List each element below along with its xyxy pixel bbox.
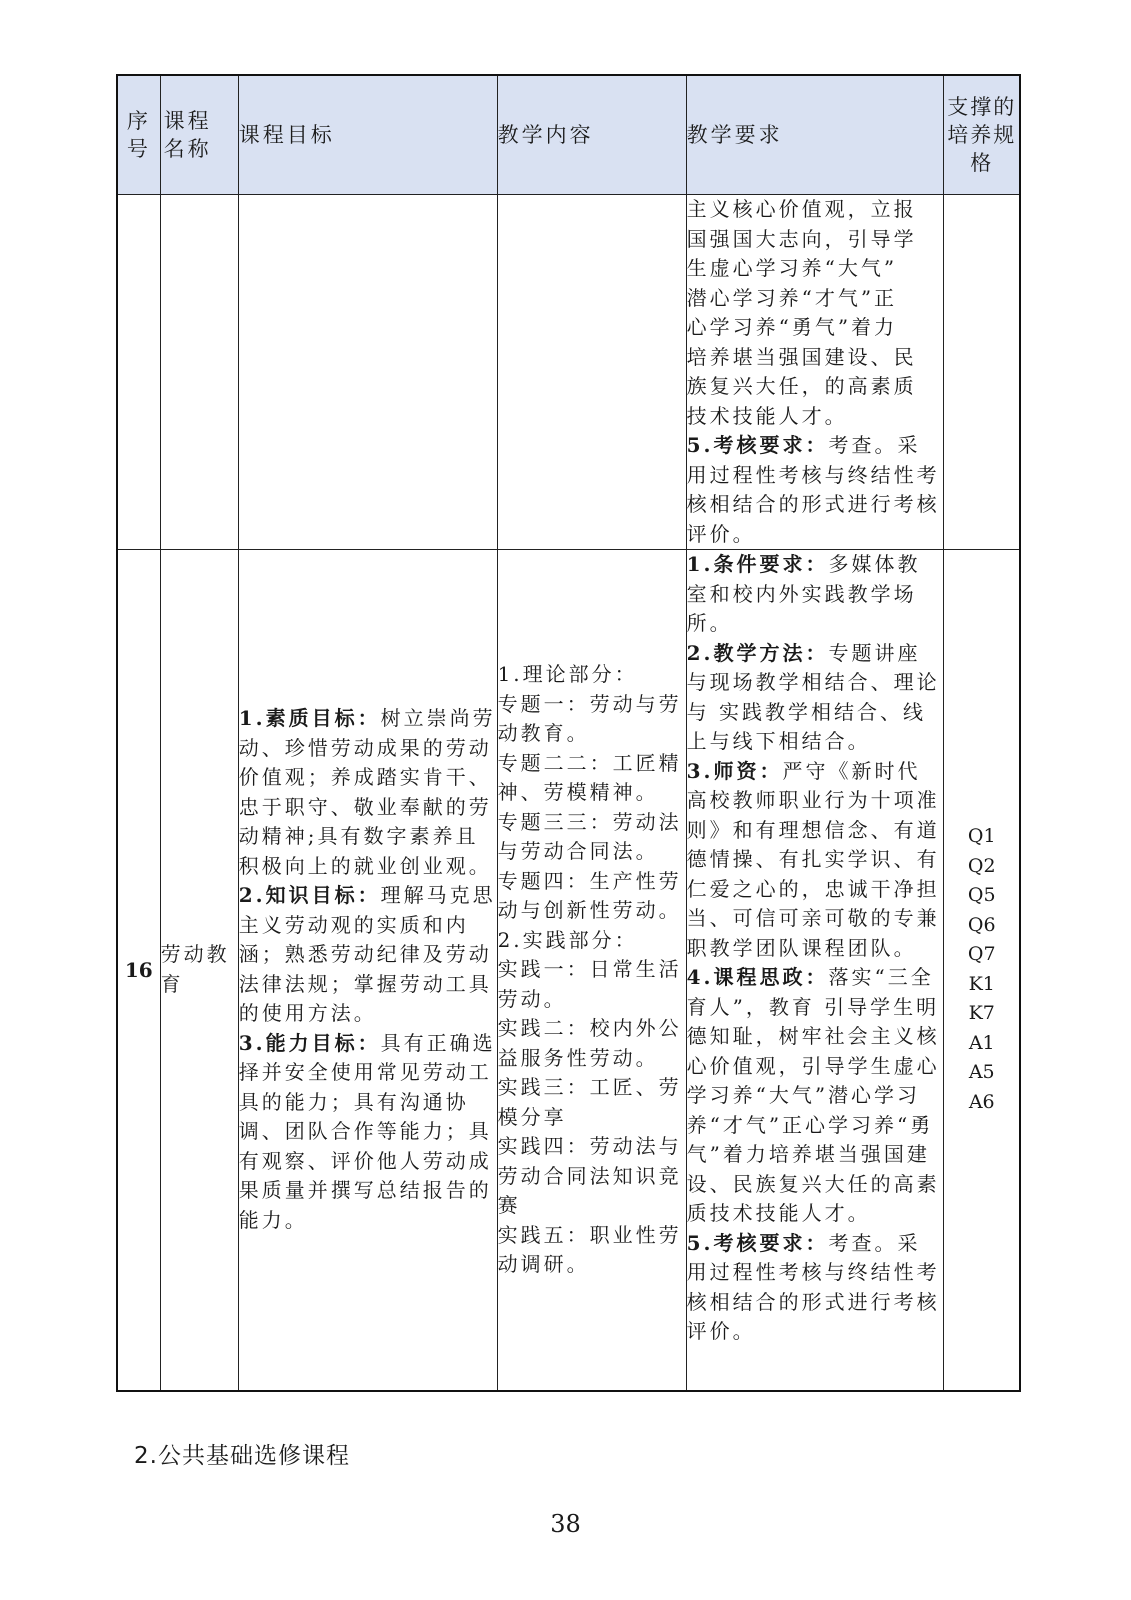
cell-empty — [944, 195, 1020, 550]
spec-code: Q5 — [967, 884, 996, 907]
teaching-requirements — [686, 550, 944, 1391]
header-teaching-content: 教学内容 — [497, 75, 686, 195]
goal-knowledge: 2.知识目标：理解马克思主义劳动观的实质和内涵；熟悉劳动纪律及劳动法律法规；掌握劳动工具的使用方法。 — [238, 883, 496, 1026]
header-course-goal: 课程目标 — [238, 75, 497, 195]
table-row-continued — [117, 195, 1020, 550]
spec-code: K7 — [968, 1002, 995, 1025]
course-goals — [238, 550, 497, 1391]
cell-empty — [117, 195, 160, 550]
content-item: 实践一：日常生活劳动。 — [497, 957, 682, 1011]
content-item: 专题一：劳动与劳动教育。 — [497, 691, 682, 745]
header-supported-spec: 支撑的培养规格 — [944, 75, 1020, 195]
cell-requirement-continued — [686, 195, 944, 550]
spec-code: A1 — [968, 1031, 995, 1054]
req-teachers: 3.师资：严守《新时代高校教师职业行为十项准则》和有理想信念、有道德情操、有扎实学识、有仁爱之心的，忠诚干净担当、可信可亲可敬的专兼职教学团队课程团队。 — [686, 758, 940, 960]
req-methods: 2.教学方法：专题讲座与现场教学相结合、理论与 实践教学相结合、线上与线下相结合。 — [686, 640, 940, 753]
assessment-requirement: 5.考核要求：考查。采用过程性考核与终结性考核相结合的形式进行考核评价。 — [686, 433, 940, 546]
req-assessment: 5.考核要求：考查。采用过程性考核与终结性考核相结合的形式进行考核评价。 — [686, 1230, 940, 1343]
req-conditions: 1.条件要求：多媒体教室和校内外实践教学场所。 — [686, 552, 921, 635]
supported-specs — [944, 550, 1020, 1391]
content-item: 实践二：校内外公益服务性劳动。 — [497, 1016, 682, 1070]
spec-code: K1 — [968, 972, 995, 995]
cell-empty — [497, 195, 686, 550]
content-item: 实践五：职业性劳动调研。 — [497, 1222, 682, 1276]
section-heading: 2.公共基础选修课程 — [134, 1443, 350, 1469]
content-item: 2.实践部分： — [497, 927, 638, 952]
course-name: 劳动教育 — [160, 550, 238, 1391]
content-item: 1.理论部分： — [497, 662, 638, 686]
spec-code: Q1 — [967, 825, 996, 848]
cell-empty — [238, 195, 497, 550]
content-item: 实践四：劳动法与劳动合同法知识竞赛 — [497, 1134, 682, 1217]
teaching-content — [497, 550, 686, 1391]
spec-code: Q2 — [967, 854, 996, 877]
req-ideology: 4.课程思政：落实“三全育人”，教育 引导学生明德知耻，树牢社会主义核心价值观，引导学生虚心学习养“大气”潜心学习养“才气”正心学习养“勇气”着力培养堪当强国建设、民族复兴大任的高素质技术技能人才。 — [686, 965, 940, 1225]
row-number: 16 — [117, 550, 160, 1391]
spec-code: Q6 — [967, 913, 996, 936]
header-no: 序号 — [117, 75, 160, 195]
content-item: 专题二二：工匠精神、劳模精神。 — [497, 750, 682, 804]
cell-empty — [160, 195, 238, 550]
table-row-16 — [117, 550, 1020, 1391]
spec-code: A6 — [968, 1090, 995, 1113]
header-course-name: 课程名称 — [160, 75, 238, 195]
spec-code: Q7 — [967, 943, 996, 966]
content-item: 专题三三：劳动法与劳动合同法。 — [497, 809, 682, 863]
requirement-lines: 主义核心价值观，立报 国强国大志向，引导学 生虚心学习养“大气” 潜心学习养“才气”正 心学习养“勇气”着力 培养堪当强国建设、民 族复兴大任，的高素质 技术技能人才。 — [686, 197, 917, 428]
goal-quality: 1.素质目标：树立崇尚劳动、珍惜劳动成果的劳动价值观；养成踏实肯干、忠于职守、敬业奉献的劳动精神;具有数字素养且积极向上的就业创业观。 — [238, 706, 496, 878]
goal-ability: 3.能力目标：具有正确选择并安全使用常见劳动工具的能力；具有沟通协调、团队合作等能力；具有观察、评价他人劳动成果质量并撰写总结报告的能力。 — [238, 1030, 496, 1232]
spec-code: A5 — [968, 1061, 995, 1084]
course-table — [116, 74, 1021, 1392]
content-item: 专题四：生产性劳动与创新性劳动。 — [497, 868, 682, 922]
content-item: 实践三：工匠、劳模分享 — [497, 1075, 682, 1129]
header-teaching-requirement: 教学要求 — [686, 75, 944, 195]
page-number: 38 — [550, 1510, 581, 1538]
table-header-row — [117, 75, 1020, 195]
